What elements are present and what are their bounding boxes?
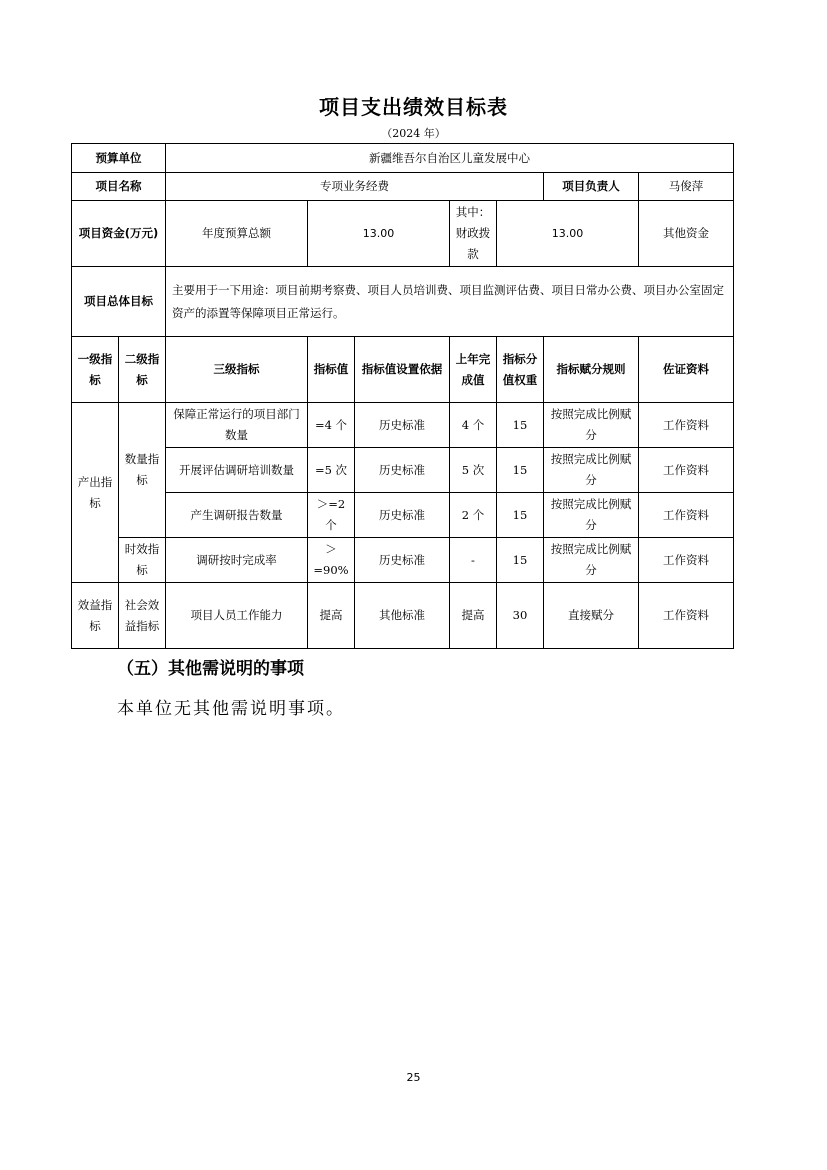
page-number: 25: [406, 1071, 421, 1084]
indicator-last: 5 次: [450, 448, 497, 493]
indicator-name: 项目人员工作能力: [166, 583, 308, 649]
indicator-rule: 直接赋分: [544, 583, 639, 649]
group-time: 时效指标: [119, 538, 166, 583]
goal-text: 主要用于一下用途：项目前期考察费、项目人员培训费、项目监测评估费、项目日常办公费、项目办公室固定资产的添置等保障项目正常运行。: [166, 267, 734, 337]
indicator-evidence: 工作资料: [639, 403, 734, 448]
indicator-weight: 30: [497, 583, 544, 649]
indicator-weight: 15: [497, 538, 544, 583]
performance-table: [71, 143, 734, 649]
owner-value: 马俊萍: [639, 173, 734, 201]
indicator-name: 保障正常运行的项目部门数量: [166, 403, 308, 448]
goal-label: 项目总体目标: [72, 267, 166, 337]
indicator-basis: 历史标准: [355, 493, 450, 538]
other-funds-label: 其他资金: [663, 226, 710, 240]
funds-row: [72, 201, 734, 267]
table-row: [72, 493, 734, 538]
unit-value: 新疆维吾尔自治区儿童发展中心: [166, 144, 734, 173]
indicator-last: 提高: [450, 583, 497, 649]
indicator-evidence: 工作资料: [639, 448, 734, 493]
goal-row: [72, 267, 734, 337]
indicator-basis: 其他标准: [355, 583, 450, 649]
indicator-value: =4 个: [308, 403, 355, 448]
header-level3: 三级指标: [166, 337, 308, 403]
indicator-evidence: 工作资料: [639, 493, 734, 538]
indicator-name: 产生调研报告数量: [166, 493, 308, 538]
unit-row: [72, 144, 734, 173]
table-row: [72, 538, 734, 583]
owner-label: 项目负责人: [544, 173, 639, 201]
indicator-name: 调研按时完成率: [166, 538, 308, 583]
indicator-value: 提高: [308, 583, 355, 649]
funds-label: 项目资金(万元): [72, 201, 166, 267]
group-output: 产出指标: [72, 403, 119, 583]
indicator-weight: 15: [497, 493, 544, 538]
indicator-value: ＞ =90%: [308, 538, 355, 583]
table-row: [72, 448, 734, 493]
header-level1: 一级指标: [72, 337, 119, 403]
fiscal-label: 其中：财政拨款: [450, 201, 497, 267]
indicator-basis: 历史标准: [355, 403, 450, 448]
header-row: [72, 337, 734, 403]
unit-label: 预算单位: [72, 144, 166, 173]
indicator-basis: 历史标准: [355, 448, 450, 493]
fiscal-value: 13.00: [497, 201, 639, 267]
header-level2: 二级指标: [119, 337, 166, 403]
indicator-name: 开展评估调研培训数量: [166, 448, 308, 493]
header-last: 上年完成值: [450, 337, 497, 403]
header-value: 指标值: [308, 337, 355, 403]
indicator-rule: 按照完成比例赋分: [544, 448, 639, 493]
indicator-value: =5 次: [308, 448, 355, 493]
project-row: [72, 173, 734, 201]
project-name: 专项业务经费: [166, 173, 544, 201]
section-text: 本单位无其他需说明事项。: [117, 699, 345, 719]
project-name-label: 项目名称: [72, 173, 166, 201]
total-label: 年度预算总额: [166, 201, 308, 267]
page-title: 项目支出绩效目标表: [319, 95, 508, 119]
group-social: 社会效益指标: [119, 583, 166, 649]
group-quantity: 数量指标: [119, 403, 166, 538]
other-funds-label-cell: [639, 201, 734, 267]
indicator-rule: 按照完成比例赋分: [544, 403, 639, 448]
year-label: （2024 年）: [381, 127, 446, 140]
indicator-weight: 15: [497, 448, 544, 493]
indicator-evidence: 工作资料: [639, 538, 734, 583]
indicator-value: ＞=2 个: [308, 493, 355, 538]
table-row: [72, 583, 734, 649]
indicator-basis: 历史标准: [355, 538, 450, 583]
indicator-rule: 按照完成比例赋分: [544, 493, 639, 538]
section-heading: （五）其他需说明的事项: [117, 659, 304, 679]
header-evidence: 佐证资料: [639, 337, 734, 403]
group-benefit: 效益指标: [72, 583, 119, 649]
table-row: [72, 403, 734, 448]
header-rule: 指标赋分规则: [544, 337, 639, 403]
indicator-last: 4 个: [450, 403, 497, 448]
indicator-rule: 按照完成比例赋分: [544, 538, 639, 583]
indicator-evidence: 工作资料: [639, 583, 734, 649]
total-value: 13.00: [308, 201, 450, 267]
header-basis: 指标值设置依据: [355, 337, 450, 403]
header-weight: 指标分值权重: [497, 337, 544, 403]
indicator-last: -: [450, 538, 497, 583]
indicator-last: 2 个: [450, 493, 497, 538]
indicator-weight: 15: [497, 403, 544, 448]
